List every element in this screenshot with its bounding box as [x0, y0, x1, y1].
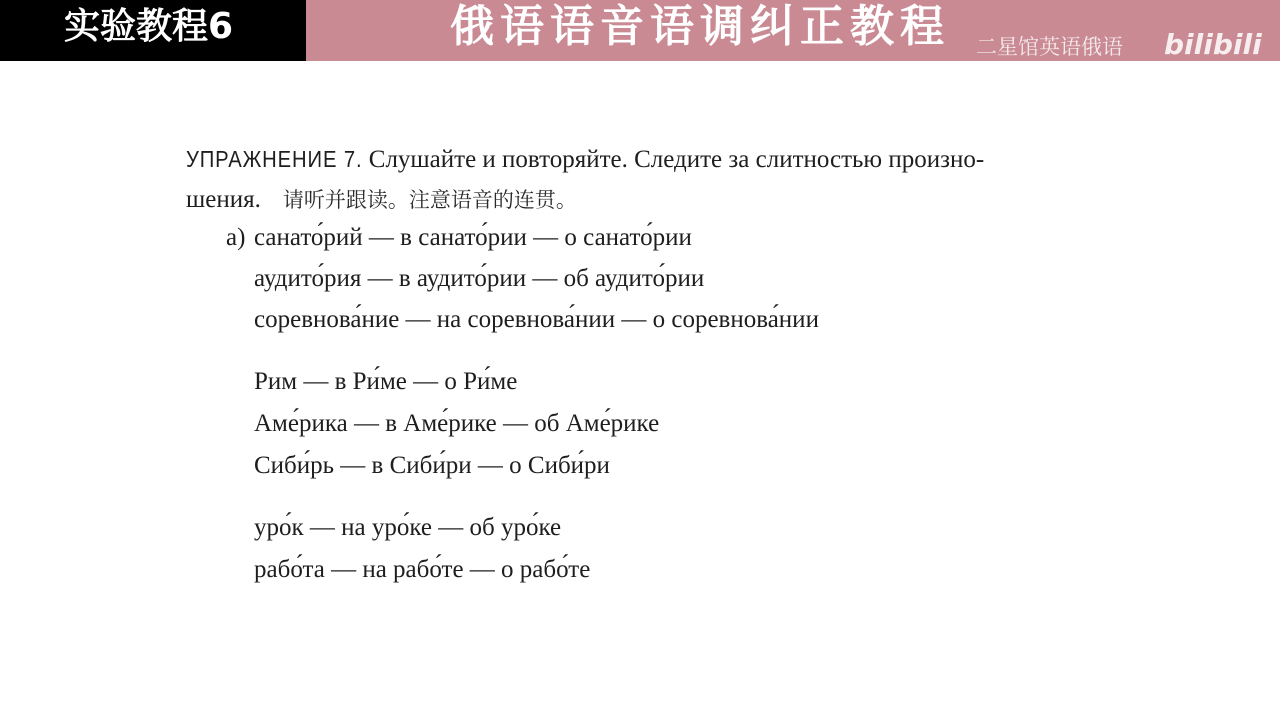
word-line: Рим — в Ри́ме — о Ри́ме	[254, 368, 518, 395]
exercise-heading	[186, 139, 1106, 220]
instruction-line-2: шения.	[186, 186, 261, 213]
instruction-line-1: Слушайте и повторяйте. Следите за слитностью произно-	[368, 146, 985, 173]
video-header	[0, 0, 1280, 61]
textbook-page	[0, 61, 1280, 720]
channel-watermark: 二星馆英语俄语	[976, 35, 1123, 59]
chinese-instruction: 请听并跟读。注意语音的连贯。	[282, 188, 577, 212]
exercise-label: УПРАЖНЕНИЕ 7.	[186, 146, 363, 172]
word-line: соревнова́ние — на соревнова́нии — о соревнова́нии	[254, 306, 819, 333]
item-letter: а)	[226, 224, 246, 251]
lesson-label-box	[0, 0, 306, 61]
word-line: Аме́рика — в Аме́рике — об Аме́рике	[254, 410, 660, 437]
course-title: 俄语语音语调纠正教程	[450, 1, 950, 52]
word-line: уро́к — на уро́ке — об уро́ке	[254, 514, 562, 541]
bilibili-logo: bilibili	[1164, 28, 1262, 61]
word-line: рабо́та — на рабо́те — о рабо́те	[254, 556, 591, 583]
word-line: Сиби́рь — в Сиби́ри — о Сиби́ри	[254, 452, 610, 479]
word-line: санато́рий — в санато́рии — о санато́рии	[254, 224, 692, 251]
lesson-label: 实验教程6	[64, 6, 234, 47]
word-line: аудито́рия — в аудито́рии — об аудито́рии	[254, 265, 705, 292]
course-title-box	[306, 0, 1280, 61]
